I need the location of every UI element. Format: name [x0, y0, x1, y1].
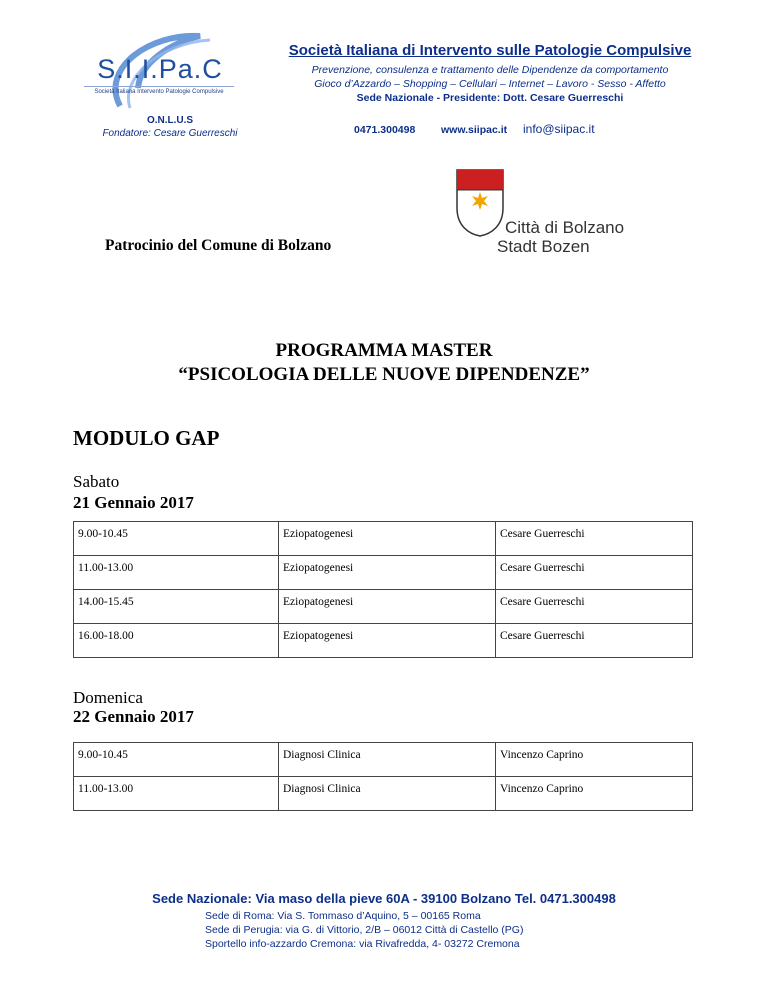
- org-tagline-2: Gioco d’Azzardo – Shopping – Cellulari – Internet – Lavoro - Sesso - Affetto: [314, 78, 666, 90]
- table-row: [74, 522, 693, 556]
- org-tagline-1: Prevenzione, consulenza e trattamento delle Dipendenze da comportamento: [311, 64, 669, 76]
- speaker-cell: Cesare Guerreschi: [496, 590, 693, 624]
- table-row: [74, 624, 693, 658]
- time-cell: 11.00-13.00: [74, 556, 279, 590]
- website-link[interactable]: www.siipac.it: [441, 124, 508, 136]
- module-heading: MODULO GAP: [73, 426, 220, 450]
- topic-cell: Eziopatogenesi: [279, 590, 496, 624]
- schedule-table-day-1: [73, 521, 693, 658]
- speaker-cell: Cesare Guerreschi: [496, 522, 693, 556]
- bolzano-crest-icon: [455, 168, 505, 238]
- table-row: [74, 590, 693, 624]
- onlus-label: O.N.L.U.S: [146, 115, 194, 126]
- day-1-date: 21 Gennaio 2017: [73, 493, 194, 512]
- email-link[interactable]: info@siipac.it: [523, 122, 595, 136]
- footer-perugia-address: Sede di Perugia: via G. di Vittorio, 2/B – 06012 Città di Castello (PG): [205, 924, 524, 936]
- topic-cell: Eziopatogenesi: [279, 556, 496, 590]
- city-name-de: Stadt Bozen: [497, 237, 590, 256]
- speaker-cell: Cesare Guerreschi: [496, 556, 693, 590]
- siipac-logo: [60, 28, 260, 118]
- day-2-name: Domenica: [73, 688, 143, 707]
- footer-cremona-address: Sportello info-azzardo Cremona: via Rivafredda, 4- 03272 Cremona: [205, 938, 520, 950]
- logo-subtitle: Società Italiana Intervento Patologie Compulsive: [84, 86, 234, 95]
- org-title: Società Italiana di Intervento sulle Patologie Compulsive: [288, 42, 692, 59]
- schedule-table-day-2: [73, 742, 693, 811]
- topic-cell: Diagnosi Clinica: [279, 743, 496, 777]
- time-cell: 11.00-13.00: [74, 777, 279, 811]
- day-2-date: 22 Gennaio 2017: [73, 707, 194, 726]
- patrocinio-label: Patrocinio del Comune di Bolzano: [105, 237, 332, 254]
- table-row: [74, 743, 693, 777]
- topic-cell: Eziopatogenesi: [279, 624, 496, 658]
- time-cell: 9.00-10.45: [74, 522, 279, 556]
- city-name: [497, 218, 625, 256]
- topic-cell: Eziopatogenesi: [279, 522, 496, 556]
- speaker-cell: Cesare Guerreschi: [496, 624, 693, 658]
- org-seat-line: Sede Nazionale - Presidente: Dott. Cesare Guerreschi: [356, 92, 624, 104]
- logo-text: S.I.I.Pa.C: [97, 54, 223, 84]
- speaker-cell: Vincenzo Caprino: [496, 743, 693, 777]
- program-title-line-1: PROGRAMMA MASTER: [275, 340, 493, 361]
- time-cell: 16.00-18.00: [74, 624, 279, 658]
- day-1-name: Sabato: [73, 472, 120, 491]
- footer-rome-address: Sede di Roma: Via S. Tommaso d’Aquino, 5 – 00165 Roma: [205, 910, 481, 922]
- table-row: [74, 777, 693, 811]
- table-row: [74, 556, 693, 590]
- speaker-cell: Vincenzo Caprino: [496, 777, 693, 811]
- phone-number: 0471.300498: [354, 124, 416, 136]
- footer-main-address: Sede Nazionale: Via maso della pieve 60A - 39100 Bolzano Tel. 0471.300498: [152, 891, 616, 906]
- founder-label: Fondatore: Cesare Guerreschi: [102, 128, 238, 139]
- time-cell: 14.00-15.45: [74, 590, 279, 624]
- city-name-it: Città di Bolzano: [505, 218, 625, 237]
- time-cell: 9.00-10.45: [74, 743, 279, 777]
- topic-cell: Diagnosi Clinica: [279, 777, 496, 811]
- program-title-line-2: “PSICOLOGIA DELLE NUOVE DIPENDENZE”: [178, 364, 590, 385]
